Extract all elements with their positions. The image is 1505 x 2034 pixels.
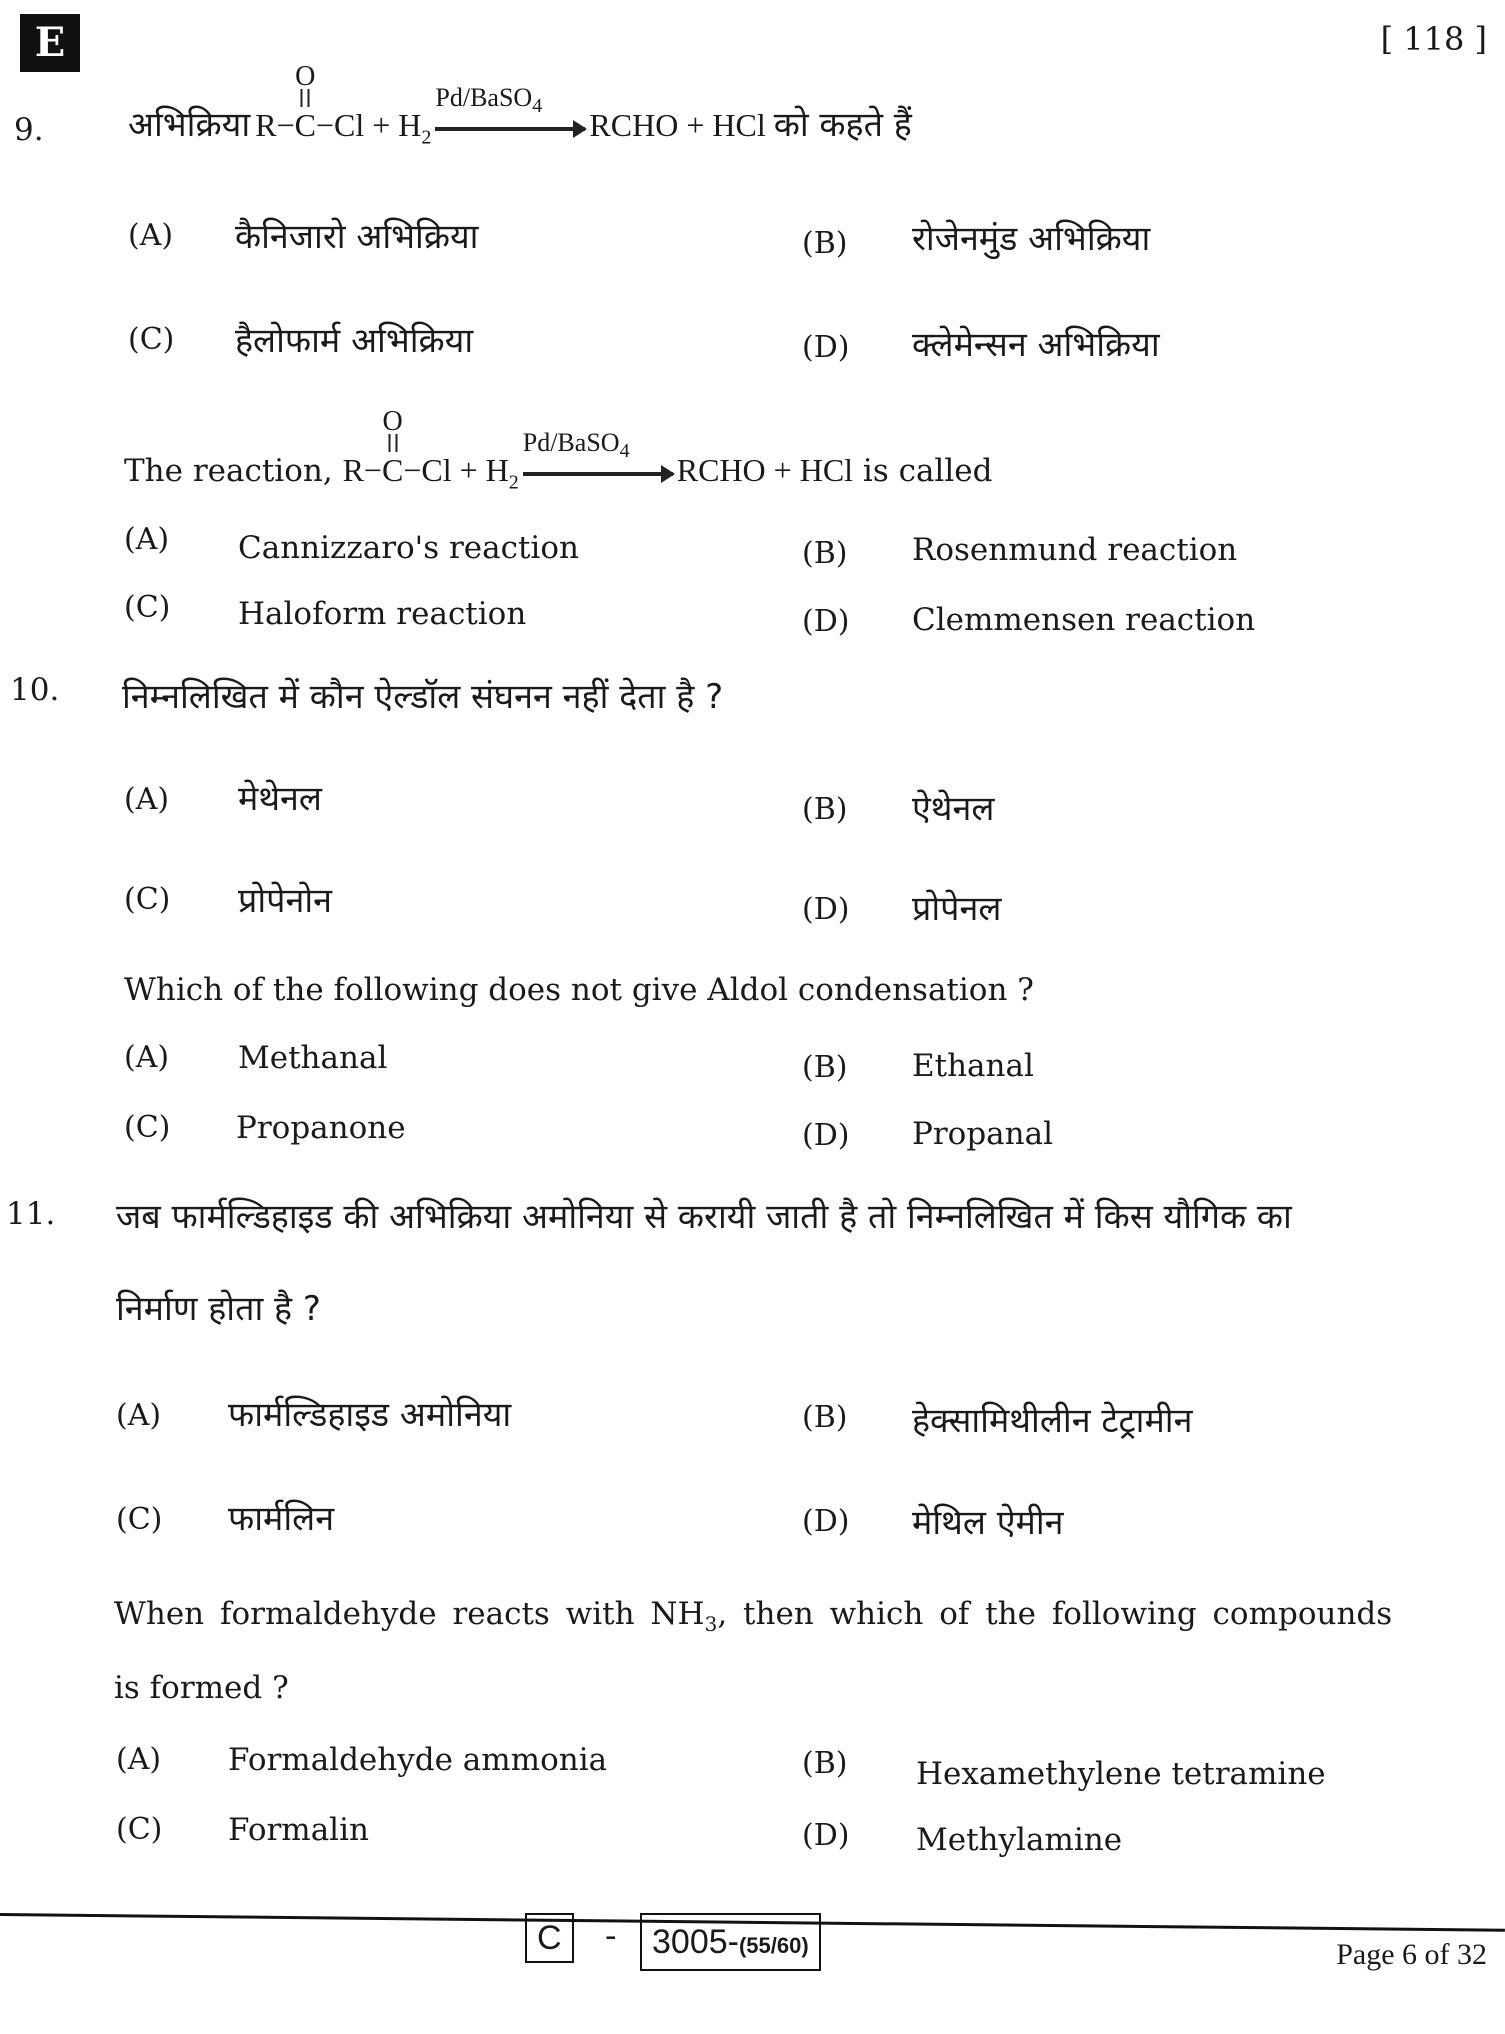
option-label: (D) (802, 1818, 850, 1853)
question-number: 10. (10, 672, 60, 708)
option-label: (B) (802, 1746, 848, 1781)
paper-code-box: 3005-(55/60) (640, 1913, 821, 1971)
option-label: (C) (116, 1812, 163, 1847)
page-number: Page 6 of 32 (1336, 1938, 1487, 1971)
option-text: Ethanal (912, 1048, 1034, 1084)
reaction-arrow: Pd/BaSO$_4$ (435, 127, 585, 131)
option-label: (D) (802, 604, 850, 639)
option-label: (C) (124, 882, 171, 917)
option-text: Propanal (912, 1116, 1054, 1152)
option-text: Propanone (236, 1110, 406, 1146)
option-text: हैलोफार्म अभिक्रिया (235, 321, 474, 361)
option-label: (D) (802, 330, 850, 365)
option-label: (A) (124, 522, 170, 557)
option-label: (B) (802, 1050, 848, 1085)
option-text: Hexamethylene tetramine (916, 1756, 1326, 1792)
question-11-hindi-line2: निर्माण होता है ? (116, 1289, 321, 1329)
option-text: रोजेनमुंड अभिक्रिया (912, 219, 1151, 259)
option-text: फार्मल्डिहाइड अमोनिया (228, 1395, 512, 1435)
question-11-english-line2: is formed ? (114, 1670, 289, 1706)
option-label: (D) (802, 892, 850, 927)
question-number: 11. (6, 1196, 56, 1232)
question-10-hindi: निम्नलिखित में कौन ऐल्डॉल संघनन नहीं देता है ? (122, 677, 724, 717)
option-text: Clemmensen reaction (912, 602, 1256, 638)
option-label: (D) (802, 1504, 850, 1539)
option-label: (C) (116, 1502, 163, 1537)
option-text: हेक्सामिथीलीन टेट्रामीन (912, 1401, 1193, 1441)
option-text: क्लेमेन्सन अभिक्रिया (912, 325, 1160, 365)
question-10-english: Which of the following does not give Aldol condensation ? (124, 972, 1034, 1008)
option-label: (C) (124, 1110, 171, 1145)
option-label: (A) (116, 1742, 162, 1777)
option-label: (B) (802, 792, 848, 827)
footer-dash: - (605, 1916, 617, 1956)
option-label: (A) (116, 1398, 162, 1433)
option-text: कैनिजारो अभिक्रिया (235, 217, 479, 257)
option-text: Methylamine (916, 1822, 1123, 1858)
option-label: (C) (124, 590, 171, 625)
option-label: (A) (128, 218, 174, 253)
option-text: प्रोपेनल (912, 889, 1002, 929)
option-text: Haloform reaction (238, 596, 527, 632)
option-label: (B) (802, 536, 848, 571)
option-text: Rosenmund reaction (912, 532, 1238, 568)
option-label: (A) (124, 782, 170, 817)
question-9-hindi: अभिक्रिया R− O $C-Cl + H_2$ Pd/BaSO$_4$ RCHO + HCl को कहते हैं (128, 61, 912, 149)
question-number: 9. (14, 112, 44, 148)
option-label: (D) (802, 1118, 850, 1153)
question-9-english: The reaction, R− O $C-Cl + H_2$ Pd/BaSO$_4$ RCHO + HCl is called (124, 406, 993, 494)
reaction-equation: R− O $C-Cl + H_2$ Pd/BaSO$_4$ RCHO + HCl (255, 61, 766, 149)
page-reference: [ 118 ] (1380, 20, 1487, 58)
series-box: C (525, 1913, 574, 1963)
option-label: (B) (802, 1400, 848, 1435)
question-11-hindi-line1: जब फार्मल्डिहाइड की अभिक्रिया अमोनिया से करायी जाती है तो निम्नलिखित में किस यौगिक का (116, 1197, 1292, 1237)
option-label: (C) (128, 322, 175, 357)
set-badge: E (20, 14, 80, 72)
option-text: Cannizzaro's reaction (238, 530, 579, 566)
option-text: मेथेनल (238, 779, 322, 819)
question-11-english-line1: When formaldehyde reacts with $NH_3$, then which of the following compounds (114, 1596, 1393, 1637)
option-text: प्रोपेनोन (238, 881, 333, 921)
option-text: Methanal (238, 1040, 388, 1076)
option-text: ऐथेनल (912, 789, 995, 829)
option-text: मेथिल ऐमीन (912, 1503, 1064, 1543)
option-text: फार्मलिन (228, 1499, 335, 1539)
option-label: (B) (802, 226, 848, 261)
option-label: (A) (124, 1040, 170, 1075)
option-text: Formaldehyde ammonia (228, 1742, 608, 1778)
option-text: Formalin (228, 1812, 369, 1848)
